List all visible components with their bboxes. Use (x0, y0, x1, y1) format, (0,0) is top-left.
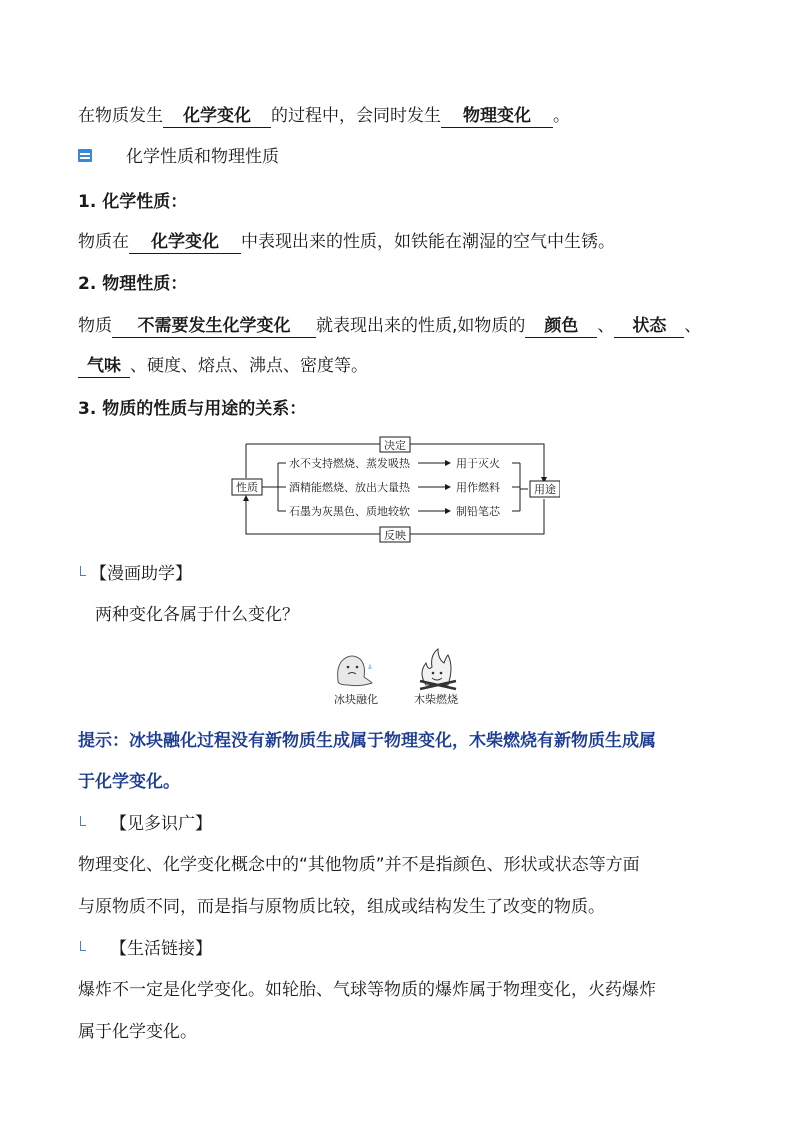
property-use-diagram (230, 434, 560, 546)
section-title: 化学性质和物理性质 (126, 147, 279, 167)
physical-mid: 就表现出来的性质,如物质的 (316, 316, 526, 336)
caption-burning-wood: 木柴燃烧 (414, 693, 458, 706)
physical-blank-color: 颜色 (525, 315, 597, 338)
physical-blank-no-change: 不需要发生化学变化 (112, 315, 316, 338)
hint-label: 提示： (78, 731, 129, 751)
physical-prefix: 物质 (78, 316, 112, 336)
hint-text-2: 于化学变化。 (78, 772, 180, 792)
physical-line-2 (78, 354, 368, 378)
pin-icon-broaden (80, 816, 86, 826)
pin-icon-life (80, 941, 86, 951)
burning-wood-icon (420, 649, 456, 689)
intro-prefix: 在物质发生 (78, 106, 163, 126)
section-list-icon (78, 149, 92, 162)
comic-question: 两种变化各属于什么变化？ (95, 605, 299, 625)
hint-text-1: 冰块融化过程没有新物质生成属于物理变化，木柴燃烧有新物质生成属 (129, 731, 656, 751)
chemical-suffix: 中表现出来的性质，如铁能在潮湿的空气中生锈。 (241, 232, 615, 252)
broaden-line-2: 与原物质不同，而是指与原物质比较，组成或结构发生了改变的物质。 (78, 897, 605, 917)
diagram-row-1-property: 水不支持燃烧、蒸发吸热 (289, 457, 410, 470)
comic-label: 【漫画助学】 (90, 564, 192, 584)
chemical-heading: 1. 化学性质： (78, 192, 188, 212)
physical-line-1 (78, 314, 701, 338)
broaden-line-1: 物理变化、化学变化概念中的“其他物质”并不是指颜色、形状或状态等方面 (78, 855, 640, 875)
diagram-row-2-use: 用作燃料 (456, 481, 500, 494)
intro-blank-physical-change: 物理变化 (441, 105, 553, 128)
caption-melting-ice: 冰块融化 (334, 693, 378, 706)
physical-sep-2: 、 (684, 316, 702, 336)
chemical-blank: 化学变化 (129, 231, 241, 254)
intro-middle: 的过程中，会同时发生 (271, 106, 441, 126)
life-label: 【生活链接】 (110, 939, 212, 959)
life-line-2: 属于化学变化。 (78, 1022, 197, 1042)
diagram-row-2-property: 酒精能燃烧、放出大量热 (289, 481, 410, 494)
diagram-row-1-use: 用于灭火 (456, 457, 500, 470)
physical-blank-smell: 气味 (78, 355, 130, 378)
intro-line (78, 104, 570, 128)
hint-line-1 (78, 729, 656, 753)
physical-blank-state: 状态 (614, 315, 684, 338)
life-line-1: 爆炸不一定是化学变化。如轮胎、气球等物质的爆炸属于物理变化，火药爆炸 (78, 980, 656, 1000)
comic-illustration (330, 645, 470, 709)
reflect-label: 反映 (384, 529, 406, 542)
broaden-label: 【见多识广】 (110, 814, 212, 834)
intro-suffix: 。 (553, 106, 570, 126)
chemical-prefix: 物质在 (78, 232, 129, 252)
property-label: 性质 (236, 481, 258, 494)
intro-blank-chemical-change: 化学变化 (163, 105, 271, 128)
relation-heading: 3. 物质的性质与用途的关系： (78, 399, 307, 419)
diagram-row-3-use: 制铅笔芯 (456, 505, 500, 518)
decide-label: 决定 (384, 439, 406, 452)
pin-icon-comic (80, 566, 86, 576)
physical-suffix: 、硬度、熔点、沸点、密度等。 (130, 356, 368, 376)
physical-heading: 2. 物理性质： (78, 274, 188, 294)
melting-ice-icon (338, 656, 372, 686)
diagram-row-3-property: 石墨为灰黑色、质地较软 (289, 505, 410, 518)
chemical-line (78, 230, 615, 254)
use-label: 用途 (534, 483, 556, 496)
physical-sep-1: 、 (597, 316, 615, 336)
